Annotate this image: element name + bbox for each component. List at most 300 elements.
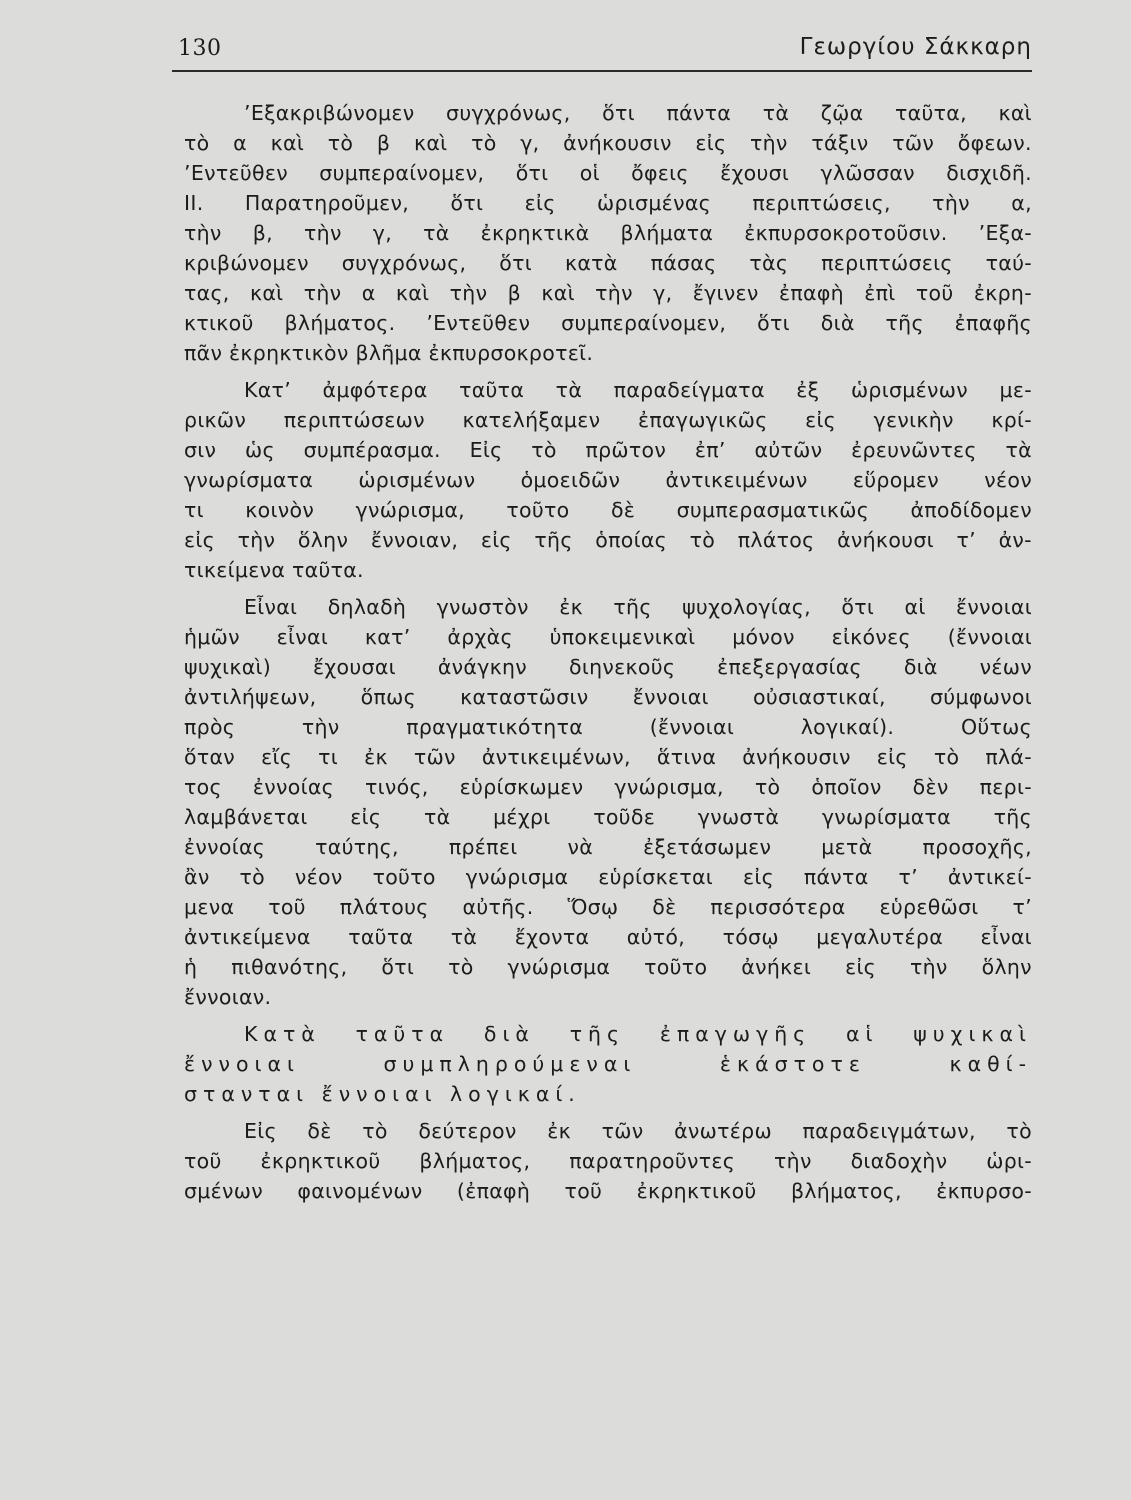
word: ταῦτα [355,1022,450,1046]
word: ἐκρη- [973,281,1032,305]
word: εἰς [695,131,727,155]
word: γλῶσσαν [820,161,915,185]
word: γνωστὸν [436,595,529,619]
text-line [184,592,1032,622]
word: βλήματα [620,221,714,245]
word: ὡρισμένας [597,191,711,215]
text-line [184,248,1032,278]
word: τὸ [239,865,265,889]
word: εἰς [184,528,215,552]
word: νέον [984,468,1032,492]
word: τῆς [534,528,573,552]
text-line [184,622,1032,652]
word: δηλαδὴ [327,595,407,619]
word: τ’ [956,528,976,552]
word: σμένων [184,1179,263,1203]
word: ἀρχὰς [447,625,513,649]
word: αὐτό, [626,925,686,949]
word: ὡρι- [986,1149,1032,1173]
word: οὐσιαστικαί, [753,685,886,709]
word: καταστῶσιν [460,685,589,709]
word: καὶ [541,281,575,305]
word: μεγαλυτέρα [816,925,944,949]
word: α [361,281,376,305]
text-line [184,772,1032,802]
word: τὸ [327,131,354,155]
word: πάντα [803,865,869,889]
word: II. [184,191,204,215]
word: τῶν [413,745,456,769]
text-line [184,98,1032,128]
text-line [184,802,1032,832]
word: κρί- [991,408,1032,432]
text-line [184,555,1032,585]
word: εὑρίσκεται [598,865,714,889]
word: ὅτι [450,191,484,215]
word: ταῦτα [348,925,414,949]
word: βλήματος. [284,311,396,335]
word: καὶ [249,281,284,305]
word: συμπληρούμεναι [383,1052,637,1076]
word: ’Εξα- [978,221,1032,245]
text-line [184,652,1032,682]
word: (ἔννοιαι [947,625,1032,649]
word: β, [252,221,273,245]
word: ὅτι [841,595,875,619]
word: ἀντικειμένων [665,468,808,492]
word: πραγματικότητα [406,715,584,739]
word: τάξιν [811,131,869,155]
text-line [184,435,1032,465]
word: ἀν- [998,528,1032,552]
word: παρατηροῦντες [569,1149,736,1173]
word: εἰς [805,408,837,432]
word: τῆς [885,311,924,335]
word: καθί- [949,1052,1032,1076]
word: ἔχουσαι [313,655,396,679]
text-line [184,495,1032,525]
header-rule [172,70,1032,72]
word: δεύτερον [418,1119,517,1143]
word: ὑποκειμενικαὶ [549,625,696,649]
word: εἰς [742,865,774,889]
word: ἀντιλήψεων, [184,685,317,709]
word: περιπτώσεων [283,408,425,432]
word: εἰκόνες [831,625,911,649]
word: λογικαί). [800,715,895,739]
word: Παρατηροῦμεν, [244,191,410,215]
word: α, [1011,191,1032,215]
word: ὅλην [297,528,349,552]
text-line [184,832,1032,862]
word: μετὰ [821,835,873,859]
body-text [184,98,1032,1206]
word: γνώρισμα [465,865,569,889]
word: ὄφεων. [957,131,1032,155]
word: ὅτι [602,101,635,125]
word: λαμβάνεται [184,805,308,829]
word: τοῦ [915,281,954,305]
text-line [184,218,1032,248]
word: τὸ [184,131,210,155]
running-head: Γεωργίου Σάκκαρη [799,34,1032,60]
text-line [184,1116,1032,1146]
word: (ἐπαφὴ [456,1179,531,1203]
word: ἐννοίας [252,775,334,799]
word: εἰς [524,191,556,215]
word: διὰ [483,1022,535,1046]
word: τὸ [1006,1119,1032,1143]
text-line [184,982,1032,1012]
word: περι- [979,775,1032,799]
word: τὴν [303,281,342,305]
word: μενα [184,895,235,919]
word: ὡρισμένων [358,468,476,492]
word: ἐκρηκτικοῦ [636,1179,757,1203]
word: ὅταν [184,745,236,769]
word: τὰς [749,251,789,275]
word: σύμφωνοι [930,685,1032,709]
word: ’Εντεῦθεν [426,311,531,335]
word: γνώρισμα, [614,775,724,799]
word: εἰς [480,528,512,552]
text-line [184,158,1032,188]
word: ἀνήκει [741,955,812,979]
word: τοῦτο [506,498,570,522]
word: τόσῳ [722,925,779,949]
word: Ὅσῳ [567,895,619,919]
word: καὶ [413,131,448,155]
word: παραδείγματα [613,378,765,402]
word: β [376,131,391,155]
word: τὴν [304,221,342,245]
word: περιπτώσεις, [752,191,891,215]
text-line [184,682,1032,712]
word: τὸ [362,1119,388,1143]
word: τὸ [933,745,960,769]
text-line [184,1049,1032,1079]
word: τὴν [237,528,276,552]
word: τῆς [993,805,1032,829]
word: ἀνωτέρω [674,1119,772,1143]
word: τοῦτο [644,955,708,979]
word: ὁποίας [595,528,668,552]
word: ἐκ [547,1119,572,1143]
word: εἴς [261,745,293,769]
word: καὶ [998,101,1032,125]
word: τὸ [448,955,474,979]
word: τας, [184,281,230,305]
word: παραδειγμάτων, [802,1119,976,1143]
word: τὴν [301,715,340,739]
word: διὰ [820,311,855,335]
word: ἀνήκουσιν [742,745,851,769]
word: ταῦτα, [895,101,967,125]
word: ὅπως [360,685,416,709]
word: τος [184,775,222,799]
word: αὐτῆς. [462,895,534,919]
word: διαδοχὴν [850,1149,948,1173]
text-line [184,188,1032,218]
word: ταύτης, [315,835,399,859]
word: τὸ [531,438,557,462]
word: τὰ [423,805,451,829]
word: ἀνήκουσι [837,528,934,552]
word: εἰς [350,805,382,829]
word: εὑρεθῶσι [879,895,979,919]
word: γνωστὰ [697,805,780,829]
word: Οὕτως [960,715,1032,739]
word: ἔννοιαν. [184,985,272,1009]
word: καὶ [270,131,305,155]
word: γ, [372,221,393,245]
word: Εἰς [469,438,503,462]
word: ἀντικείμενα [184,925,311,949]
word: γ, [520,131,540,155]
word: ’Εξακριβώνομεν [244,101,415,125]
word: τὸ [689,528,716,552]
word: ἐκρηκτικοῦ [260,1149,381,1173]
word: τὸ [754,775,781,799]
word: ὅτι [381,955,415,979]
word: πλάτος [737,528,815,552]
word: ἐκ [559,595,583,619]
word: ὁποῖον [811,775,882,799]
word: τὴν [750,131,788,155]
text-line [184,338,1032,368]
text-line [184,375,1032,405]
word: ἐκπυρσο- [936,1179,1032,1203]
word: ἐκπυρσοκροτοῦσιν. [744,221,948,245]
word: φαινομένων [297,1179,423,1203]
word: ἐκρηκτικὰ [480,221,590,245]
word: ρικῶν [184,408,247,432]
word: γνωρίσματα [184,468,314,492]
word: Εἰς [244,1119,277,1143]
word: Κατ’ [244,378,292,402]
word: αἱ [846,1022,879,1046]
word: ὁμοειδῶν [520,468,621,492]
word: τοῦτο [372,865,436,889]
word: ἐπαγωγῆς [659,1022,812,1046]
text-line [184,862,1032,892]
word: συμπέρασμα. [303,438,441,462]
word: τοῦ [184,1149,222,1173]
word: ὅτι [757,311,790,335]
word: ἐπ’ [694,438,726,462]
word: δὲν [912,775,949,799]
word: ὅλην [981,955,1032,979]
word: διηνεκοῦς [568,655,676,679]
word: περιπτώσεις [821,251,953,275]
word: (ἔννοιαι [649,715,735,739]
word: εἶναι [980,925,1032,949]
word: δὲ [652,895,677,919]
word: βλήματος, [419,1149,531,1173]
text-line [184,1079,1032,1109]
word: νέον [294,865,343,889]
word: ἔννοιαν, [370,528,459,552]
word: δισχιδῆ. [946,161,1032,185]
word: ’Εντεῦθεν [184,161,288,185]
word: α [233,131,247,155]
word: τι [318,745,339,769]
word: μέχρι [493,805,551,829]
word: ἐπὶ [864,281,896,305]
word: ὡρισμένων [850,378,968,402]
word: ἀμφότερα [322,378,428,402]
word: τὰ [555,378,583,402]
word: ὅτι [499,251,533,275]
word: γνώρισμα [507,955,611,979]
page-number: 130 [178,36,222,61]
word: γνώρισμα, [355,498,465,522]
word: νέων [979,655,1032,679]
word: βλήματος, [790,1179,902,1203]
word: ψυχικαὶ) [184,655,272,679]
word: κριβώνομεν [184,251,309,275]
text-line [184,1019,1032,1049]
page-header [178,28,1032,68]
word: ζῷα [820,101,864,125]
word: ἐπαφῆς [954,311,1032,335]
word: τ’ [898,865,918,889]
word: τ’ [1012,895,1032,919]
word: τοῦδε [593,805,656,829]
word: τικείμενα ταῦτα. [184,558,364,582]
word: κτικοῦ [184,311,254,335]
word: γ, [653,281,673,305]
word: ἔγινεν [692,281,759,305]
word: τὴν [932,191,970,215]
word: ἐρευνῶντες [851,438,977,462]
word: κοινὸν [245,498,315,522]
word: τῶν [892,131,935,155]
word: ἀνάγκην [437,655,528,679]
word: πᾶν ἐκρηκτικὸν βλῆμα ἐκπυρσοκροτεῖ. [184,341,594,365]
text-line [184,1146,1032,1176]
word: ψυχικαὶ [913,1022,1032,1046]
word: ἡ [184,955,198,979]
word: ὡς [245,438,275,462]
word: εἰς [876,745,908,769]
word: πιθανότης, [231,955,348,979]
word: πρὸς [184,715,236,739]
word: πλάτους [339,895,429,919]
word: δὲ [307,1119,332,1143]
word: ἐπεξεργασίας [717,655,862,679]
word: στανται ἔννοιαι λογικαί. [184,1082,581,1106]
word: τὰ [762,101,790,125]
word: ἐκ [364,745,388,769]
word: κατὰ [564,251,618,275]
word: ἅτινα [656,745,717,769]
word: γενικὴν [873,408,954,432]
word: αὐτῶν [754,438,823,462]
word: ἀνήκουσιν [563,131,672,155]
word: ἐξετάσωμεν [643,835,772,859]
word: μόνον [732,625,795,649]
word: Κατὰ [244,1022,321,1046]
word: ἐπαφὴ [779,281,844,305]
text-line [184,525,1032,555]
word: πάσας [650,251,717,275]
text-line [184,742,1032,772]
word: τὰ [450,925,478,949]
word: τὴν [595,281,633,305]
word: διὰ [903,655,938,679]
word: τὰ [1005,438,1032,462]
word: περισσότερα [710,895,846,919]
word: τοῦ [564,1179,603,1203]
word: τῆς [569,1022,626,1046]
word: συμπερασματικῶς [676,498,870,522]
word: Εἶναι [244,595,298,619]
word: πάντα [666,101,732,125]
word: πρῶτον [585,438,667,462]
word: αἱ [904,595,926,619]
word: τὰ [423,221,450,245]
word: τὴν [774,1149,812,1173]
text-line [184,405,1032,435]
word: σιν [184,438,217,462]
word: εὑρίσκωμεν [459,775,584,799]
word: ἑκάστοτε [719,1052,866,1076]
word: τοῦ [268,895,306,919]
word: τῶν [601,1119,644,1143]
text-line [184,308,1032,338]
text-line [184,278,1032,308]
word: εὕρομεν [852,468,940,492]
word: τινός, [365,775,429,799]
word: συγχρόνως, [341,251,467,275]
word: συμπεραίνομεν, [319,161,485,185]
word: τὴν [184,221,222,245]
word: ὅτι [515,161,549,185]
word: τι [184,498,204,522]
word: με- [999,378,1032,402]
word: δὲ [610,498,636,522]
word: ἐννοίας [184,835,266,859]
word: ἔχοντα [514,925,590,949]
text-line [184,712,1032,742]
text-line [184,465,1032,495]
word: τὴν [449,281,488,305]
text-line [184,128,1032,158]
word: πλά- [985,745,1032,769]
text-line [184,1176,1032,1206]
word: νὰ [567,835,594,859]
word: ταῦτα [459,378,525,402]
word: β [507,281,522,305]
word: τῆς [613,595,652,619]
word: ἔννοιαι [184,1052,300,1076]
word: ἡμῶν [184,625,240,649]
text-line [184,922,1032,952]
word: καὶ [395,281,430,305]
word: τὴν [909,955,948,979]
word: ἀποδίδομεν [910,498,1032,522]
word: συμπεραίνομεν, [561,311,727,335]
word: ἀντικειμένων, [481,745,631,769]
word: ἔννοιαι [955,595,1032,619]
word: κατ’ [364,625,411,649]
word: ἂν [184,865,210,889]
word: προσοχῆς, [922,835,1032,859]
word: κατελήξαμεν [462,408,601,432]
text-line [184,892,1032,922]
word: τὸ [471,131,497,155]
